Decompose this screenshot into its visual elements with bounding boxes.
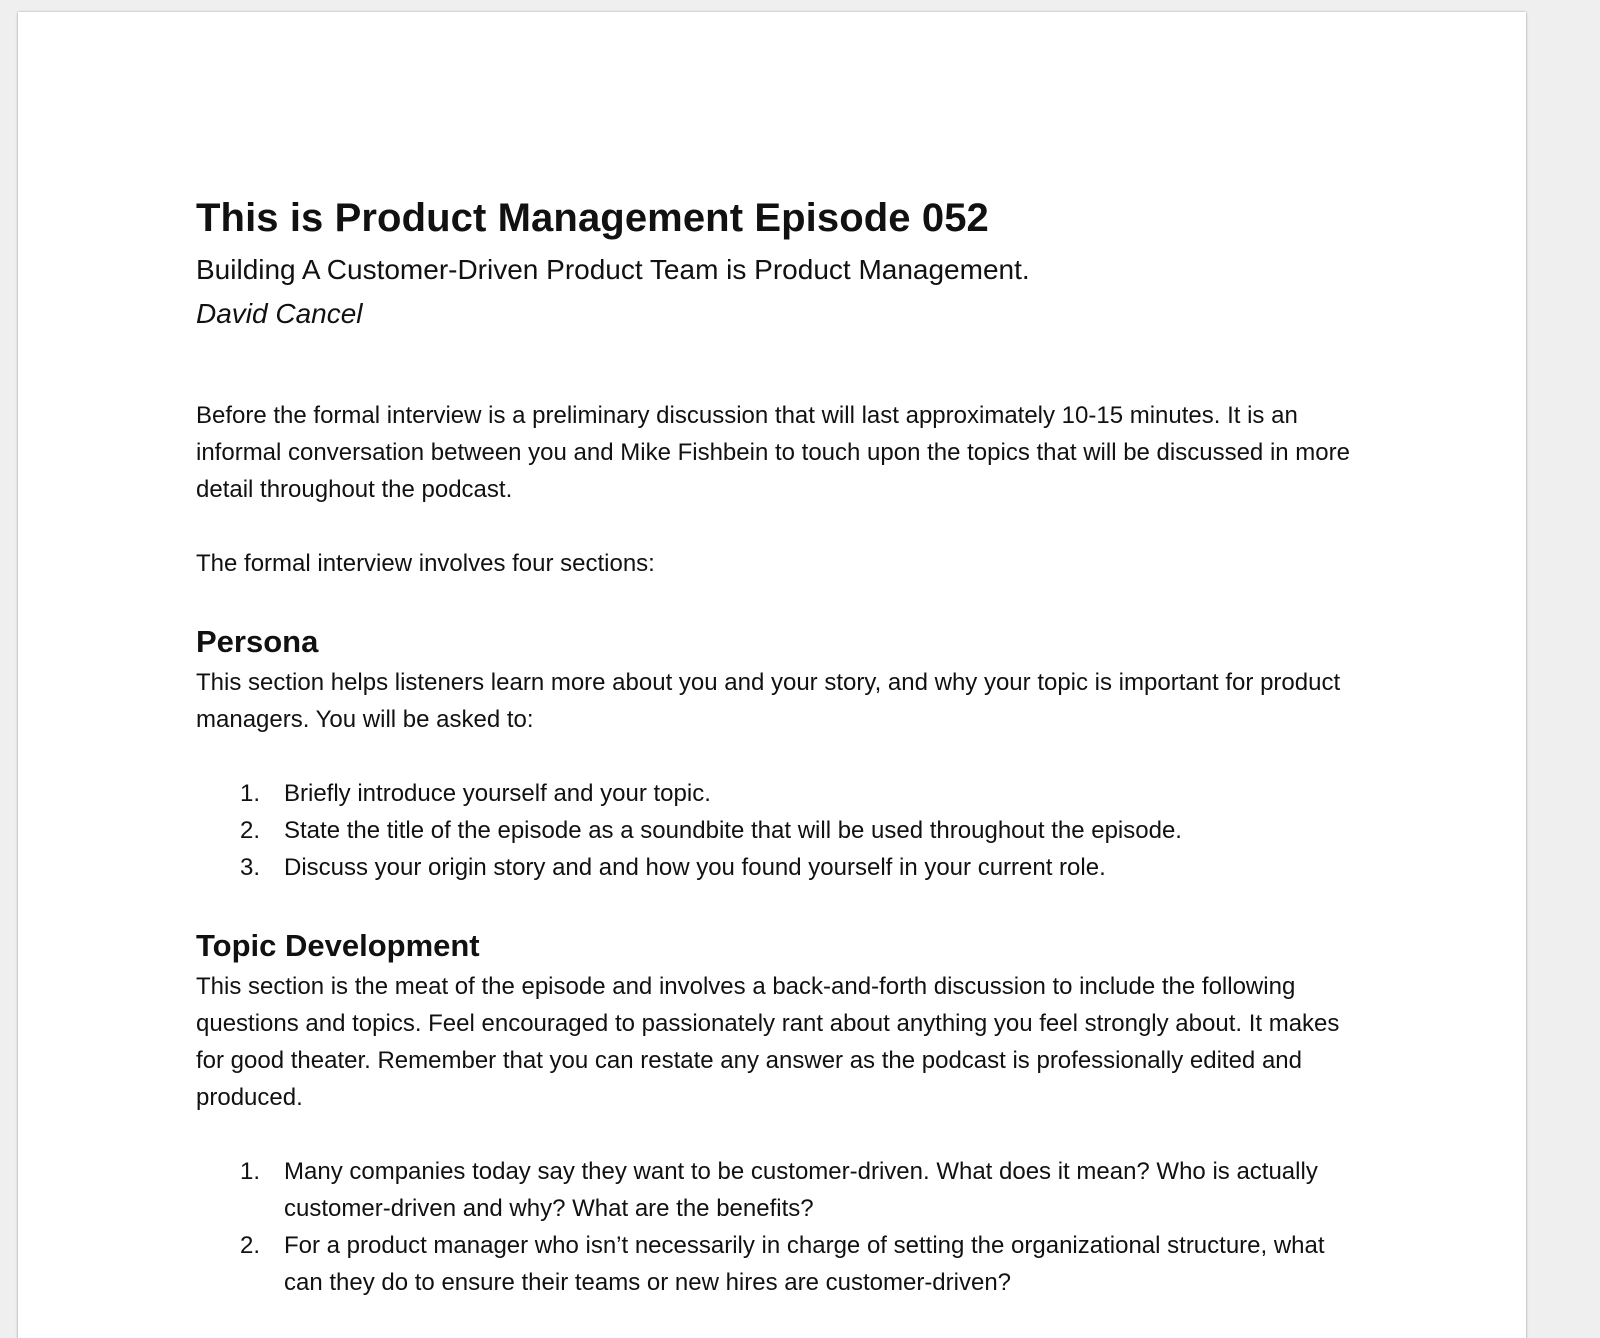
list-item bbox=[196, 1153, 1366, 1227]
document-page bbox=[18, 12, 1526, 1338]
list-item bbox=[196, 812, 1366, 849]
list-item-text: State the title of the episode as a soundbite that will be used throughout the episode. bbox=[284, 817, 1182, 844]
list-item-text: For a product manager who isn’t necessarily in charge of setting the organizational structure, what can they do to ensure their teams or new hires are customer-driven? bbox=[284, 1232, 1325, 1296]
list-item bbox=[196, 775, 1366, 812]
list-item-number: 1. bbox=[240, 1158, 261, 1185]
topic-development-list bbox=[196, 1153, 1366, 1301]
list-item-number: 3. bbox=[240, 854, 261, 881]
intro-paragraph: Before the formal interview is a preliminary discussion that will last approximately 10-15 minutes. It is an informal conversation between you and Mike Fishbein to touch upon the topics that will be discussed in more detail throughout the podcast. bbox=[196, 402, 1350, 503]
list-item-number: 2. bbox=[240, 817, 261, 844]
list-item bbox=[196, 1227, 1366, 1301]
sections-lead-paragraph: The formal interview involves four sections: bbox=[196, 550, 655, 577]
list-item-number: 1. bbox=[240, 780, 261, 807]
list-item-number: 2. bbox=[240, 1232, 261, 1259]
document-title: This is Product Management Episode 052 bbox=[196, 196, 989, 240]
section-paragraph-persona: This section helps listeners learn more about you and your story, and why your topic is important for product managers. You will be asked to: bbox=[196, 669, 1341, 733]
section-heading-topic-development: Topic Development bbox=[196, 928, 480, 963]
document-subtitle: Building A Customer-Driven Product Team is Product Management. bbox=[196, 254, 1030, 285]
section-paragraph-topic-development: This section is the meat of the episode and involves a back-and-forth discussion to include the following questions and topics. Feel encouraged to passionately rant about anything you feel strongly about. It makes for good theater. Remember that you can restate any answer as the podcast is professionally edited and produced. bbox=[196, 973, 1340, 1111]
section-heading-persona: Persona bbox=[196, 624, 319, 659]
list-item-text: Discuss your origin story and and how you found yourself in your current role. bbox=[284, 854, 1106, 881]
document-content bbox=[196, 194, 1366, 1301]
list-item bbox=[196, 849, 1366, 886]
list-item-text: Briefly introduce yourself and your topic. bbox=[284, 780, 711, 807]
document-author: David Cancel bbox=[196, 298, 363, 329]
list-item-text: Many companies today say they want to be customer-driven. What does it mean? Who is actually customer-driven and why? What are the benefits? bbox=[284, 1158, 1318, 1222]
persona-list bbox=[196, 775, 1366, 886]
